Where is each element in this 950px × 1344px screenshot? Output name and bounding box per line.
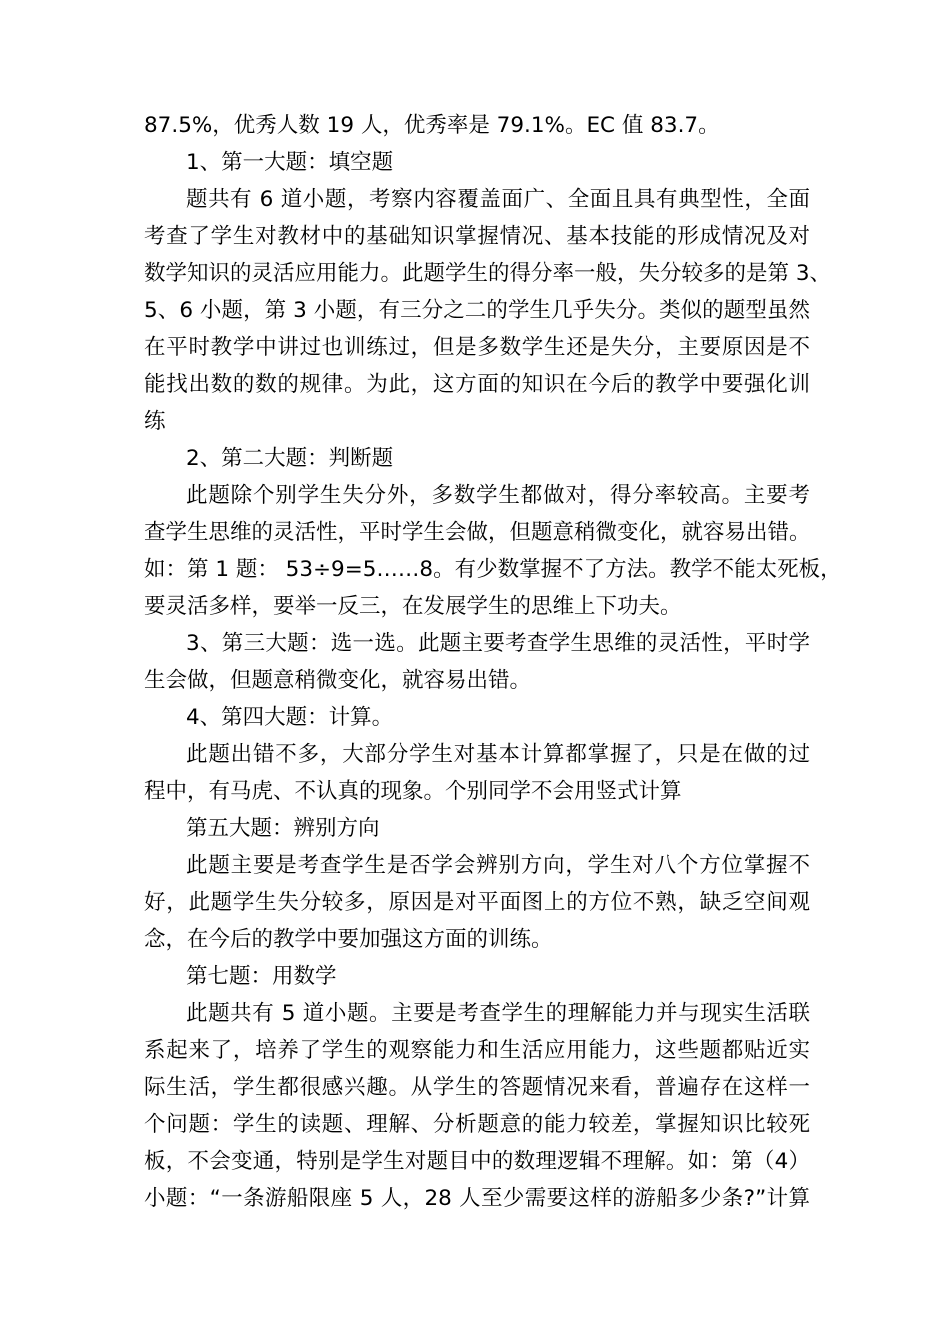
text-line: 在平时教学中讲过也训练过，但是多数学生还是失分，主要原因是不 [144,335,810,360]
text-line: 考查了学生对教材中的基础知识掌握情况、基本技能的形成情况及对 [144,224,810,249]
section-heading: 1、第一大题：填空题 [186,150,394,175]
section-heading: 4、第四大题：计算。 [186,705,394,730]
text-line: 练 [144,409,166,434]
text-line: 际生活，学生都很感兴趣。从学生的答题情况来看，普遍存在这样一 [144,1075,810,1100]
text-line: 如：第 1 题： 53÷9=5……8。有少数掌握不了方法。教学不能太死板， [144,557,842,582]
text-line: 此题主要是考查学生是否学会辨别方向，学生对八个方位掌握不 [186,853,810,878]
text-line: 题共有 6 道小题，考察内容覆盖面广、全面且具有典型性，全面 [186,187,810,212]
text-line: 能找出数的数的规律。为此，这方面的知识在今后的教学中要强化训 [144,372,810,397]
text-line: 个问题：学生的读题、理解、分析题意的能力较差，掌握知识比较死 [144,1112,810,1137]
text-line: 小题：“一条游船限座 5 人，28 人至少需要这样的游船多少条?”计算 [144,1186,810,1211]
section-heading: 3、第三大题：选一选。此题主要考查学生思维的灵活性，平时学 [186,631,810,656]
text-line: 生会做，但题意稍微变化，就容易出错。 [144,668,532,693]
text-line: 数学知识的灵活应用能力。此题学生的得分率一般，失分较多的是第 3、 [144,261,832,286]
section-heading: 2、第二大题：判断题 [186,446,394,471]
text-line: 5、6 小题，第 3 小题，有三分之二的学生几乎失分。类似的题型虽然 [144,298,810,323]
text-line: 系起来了，培养了学生的观察能力和生活应用能力，这些题都贴近实 [144,1038,810,1063]
text-line: 念，在今后的教学中要加强这方面的训练。 [144,927,553,952]
text-line: 87.5%，优秀人数 19 人，优秀率是 79.1%。EC 值 83.7。 [144,113,720,138]
text-line: 好，此题学生失分较多，原因是对平面图上的方位不熟，缺乏空间观 [144,890,810,915]
section-heading: 第五大题：辨别方向 [186,816,380,841]
text-line: 查学生思维的灵活性，平时学生会做，但题意稍微变化，就容易出错。 [144,520,811,545]
text-line: 此题除个别学生失分外，多数学生都做对，得分率较高。主要考 [186,483,810,508]
text-line: 此题出错不多，大部分学生对基本计算都掌握了，只是在做的过 [186,742,810,767]
text-line: 此题共有 5 道小题。主要是考查学生的理解能力并与现实生活联 [186,1001,810,1026]
text-line: 程中，有马虎、不认真的现象。个别同学不会用竖式计算 [144,779,682,804]
text-line: 板，不会变通，特别是学生对题目中的数理逻辑不理解。如：第（4） [144,1149,810,1174]
text-line: 要灵活多样，要举一反三，在发展学生的思维上下功夫。 [144,594,682,619]
section-heading: 第七题：用数学 [186,964,337,989]
